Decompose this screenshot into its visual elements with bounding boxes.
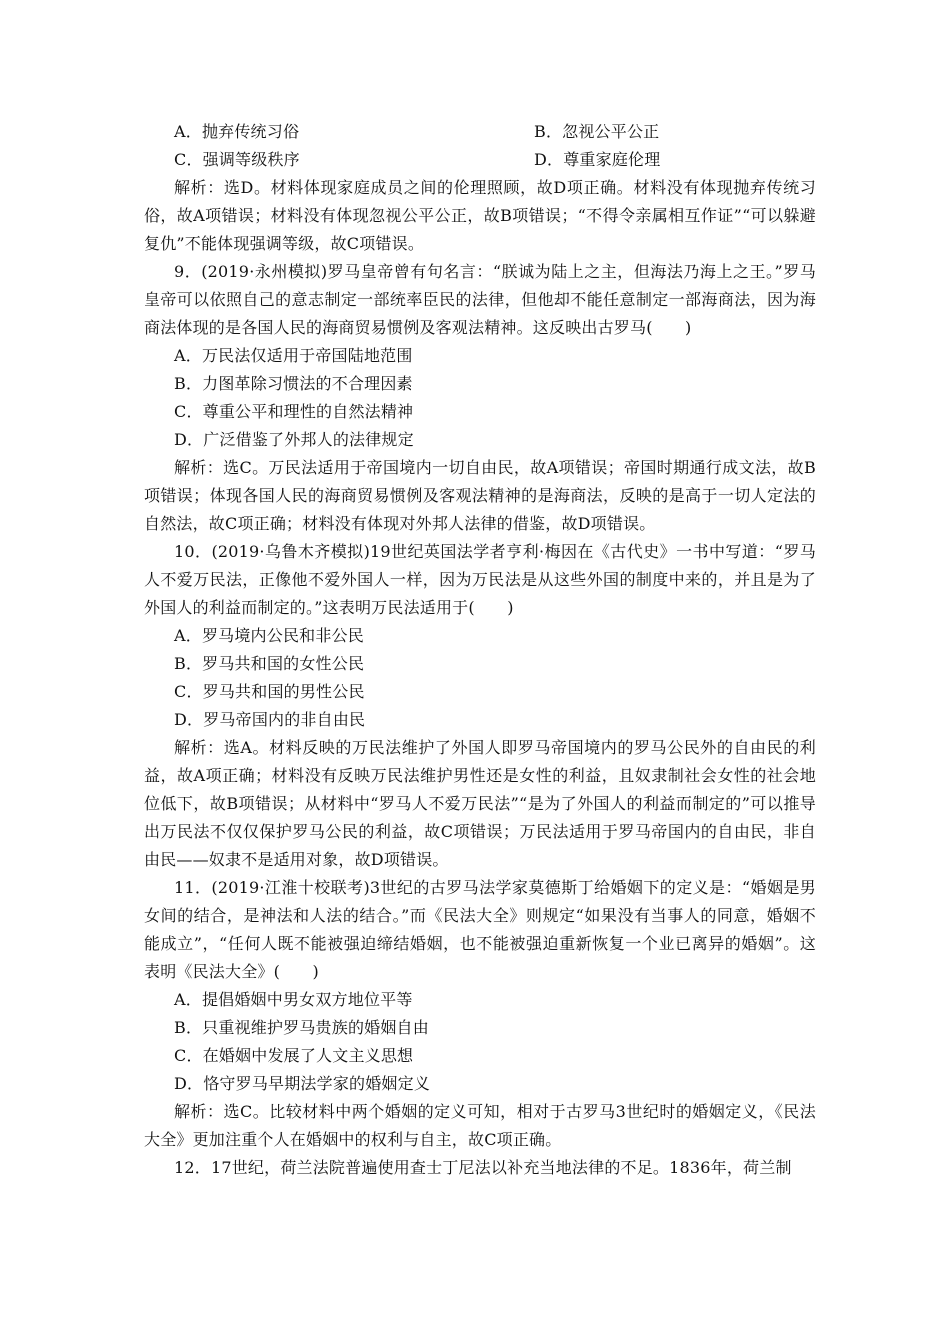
q11-stem: 11．(2019·江淮十校联考)3世纪的古罗马法学家莫德斯丁给婚姻下的定义是：“婚姻是男女间的结合，是神法和人法的结合。”而《民法大全》则规定“如果没有当事人的同意，婚姻不能成立”，“任何人既不能被强迫缔结婚姻，也不能被强迫重新恢复一个业已离异的婚姻”。这表明《民法大全》( ) [144, 878, 816, 981]
q9-stem: 9．(2019·永州模拟)罗马皇帝曾有句名言：“朕诚为陆上之主，但海法乃海上之王。”罗马皇帝可以依照自己的意志制定一部统率臣民的法律，但他却不能任意制定一部海商法，因为海商法体现的是各国人民的海商贸易惯例及客观法精神。这反映出古罗马( ) [144, 262, 816, 337]
q11-analysis: 解析：选C。比较材料中两个婚姻的定义可知，相对于古罗马3世纪时的婚姻定义，《民法大全》更加注重个人在婚姻中的权利与自主，故C项正确。 [144, 1102, 816, 1149]
q8-options-row-2 [144, 146, 816, 174]
q9-analysis: 解析：选C。万民法适用于帝国境内一切自由民，故A项错误；帝国时期通行成文法，故B项错误；体现各国人民的海商贸易惯例及客观法精神的是海商法，反映的是高于一切人定法的自然法，故C项正确；材料没有体现对外邦人法律的借鉴，故D项错误。 [144, 458, 816, 533]
q9-option-b: B．力图革除习惯法的不合理因素 [174, 374, 413, 393]
q11-option-d: D．恪守罗马早期法学家的婚姻定义 [174, 1074, 431, 1093]
q10-analysis: 解析：选A。材料反映的万民法维护了外国人即罗马帝国境内的罗马公民外的自由民的利益，故A项正确；材料没有反映万民法维护男性还是女性的利益，且奴隶制社会女性的社会地位低下，故B项错误；从材料中“罗马人不爱万民法”“是为了外国人的利益而制定的”可以推导出万民法不仅仅保护罗马公民的利益，故C项错误；万民法适用于罗马帝国内的自由民，非自由民——奴隶不是适用对象，故D项错误。 [144, 738, 816, 869]
q11-option-a: A．提倡婚姻中男女双方地位平等 [174, 990, 413, 1009]
q9-option-d: D．广泛借鉴了外邦人的法律规定 [174, 430, 414, 449]
q9-option-a: A．万民法仅适用于帝国陆地范围 [174, 346, 413, 365]
q8-option-d: D．尊重家庭伦理 [534, 150, 661, 169]
q8-options-row-1 [144, 118, 816, 146]
q10-option-d: D．罗马帝国内的非自由民 [174, 710, 366, 729]
q10-option-a: A．罗马境内公民和非公民 [174, 626, 364, 645]
page-content [144, 118, 816, 1182]
q11-option-b: B．只重视维护罗马贵族的婚姻自由 [174, 1018, 429, 1037]
q10-option-b: B．罗马共和国的女性公民 [174, 654, 365, 673]
q12-stem: 12．17世纪，荷兰法院普遍使用查士丁尼法以补充当地法律的不足。1836年，荷兰制 [174, 1158, 792, 1177]
q8-option-a: A．抛弃传统习俗 [174, 122, 300, 141]
q9-option-c: C．尊重公平和理性的自然法精神 [174, 402, 414, 421]
q10-stem: 10．(2019·乌鲁木齐模拟)19世纪英国法学者亨利·梅因在《古代史》一书中写道：“罗马人不爱万民法，正像他不爱外国人一样，因为万民法是从这些外国的制度中来的，并且是为了外国人的利益而制定的。”这表明万民法适用于( ) [144, 542, 816, 617]
q10-option-c: C．罗马共和国的男性公民 [174, 682, 365, 701]
q8-analysis: 解析：选D。材料体现家庭成员之间的伦理照顾，故D项正确。材料没有体现抛弃传统习俗，故A项错误；材料没有体现忽视公平公正，故B项错误；“不得令亲属相互作证”“可以躲避复仇”不能体现强调等级，故C项错误。 [144, 178, 816, 253]
q11-option-c: C．在婚姻中发展了人文主义思想 [174, 1046, 414, 1065]
q8-option-c: C．强调等级秩序 [174, 150, 300, 169]
q8-option-b: B．忽视公平公正 [534, 122, 660, 141]
